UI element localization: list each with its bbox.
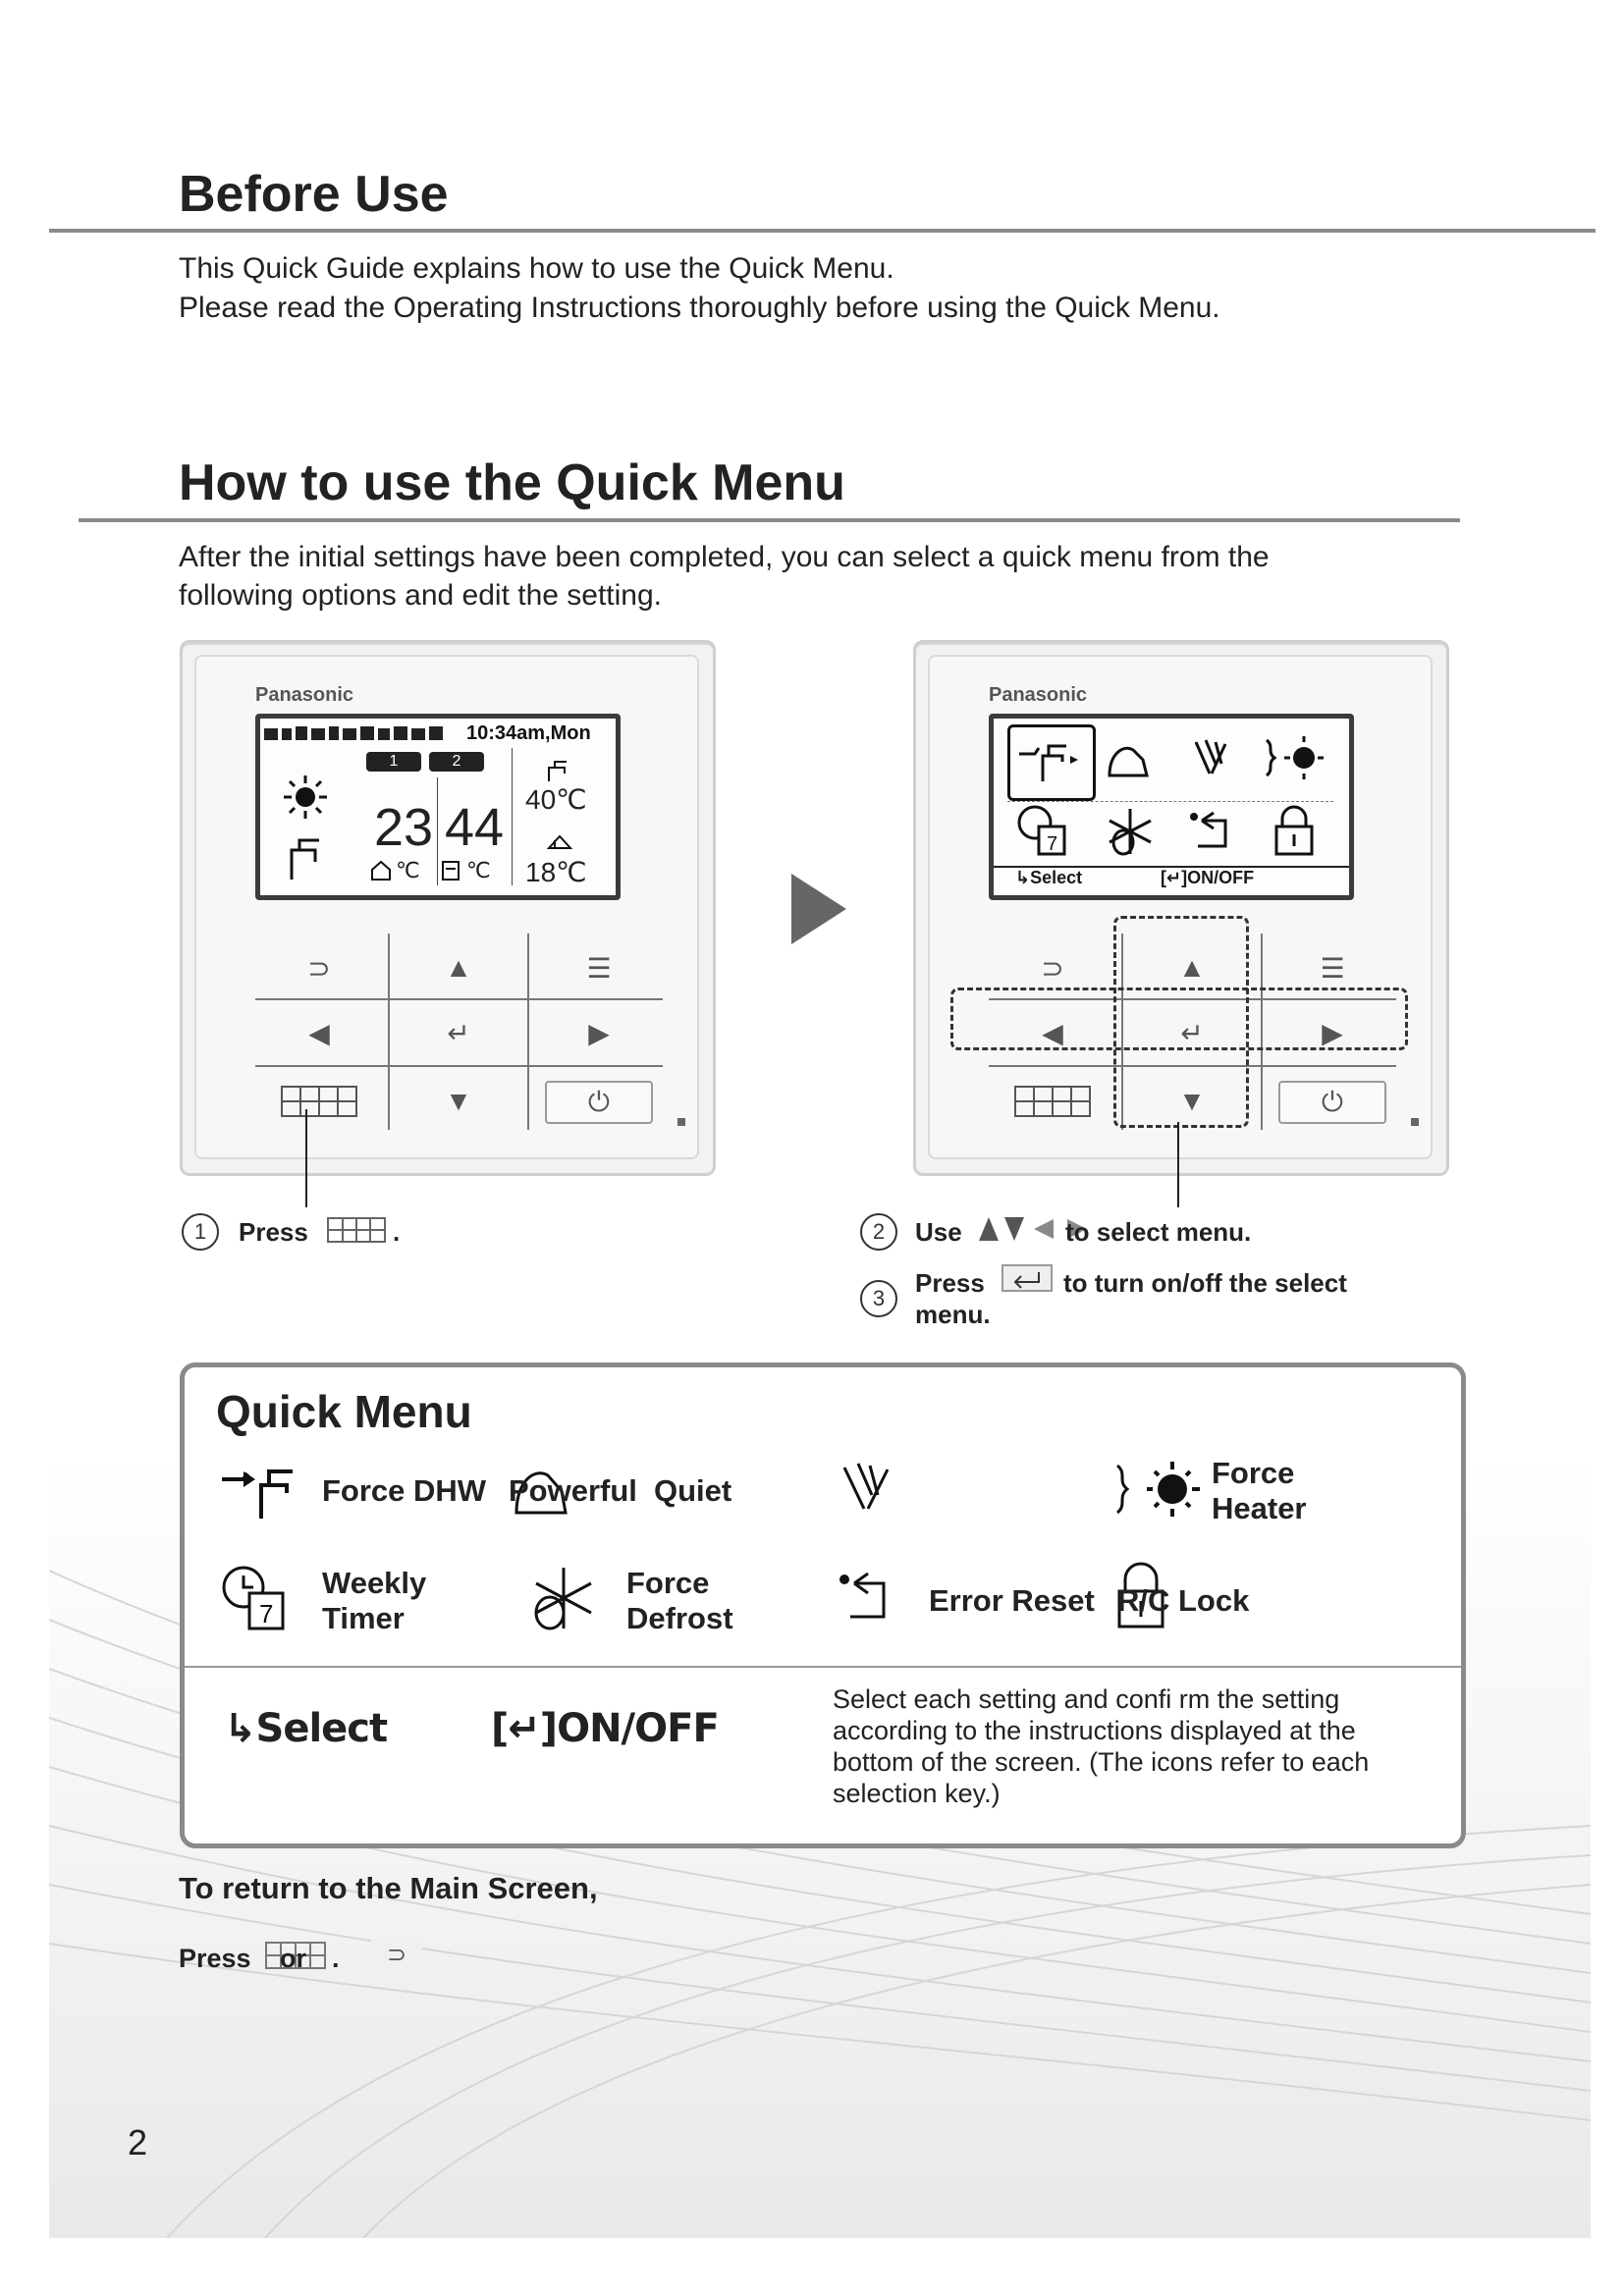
powerful-icon [1104, 734, 1153, 783]
section-title-before-use: Before Use [179, 166, 449, 223]
enter-button[interactable]: ↵ [447, 1017, 470, 1048]
quick-menu-grid-icon [281, 1086, 357, 1117]
force-dhw-icon [1015, 732, 1084, 787]
outdoor-temp: 18℃ [525, 857, 587, 887]
step-3-number: 3 [860, 1280, 897, 1317]
weekly-timer-icon [1015, 803, 1074, 858]
lock-icon [1272, 805, 1316, 858]
outdoor-house-icon [545, 827, 574, 852]
force-dhw-icon [218, 1458, 312, 1521]
step-1-number: 1 [182, 1213, 219, 1251]
zone-1-temp: 23 [374, 798, 434, 857]
lcd-onoff-hint: [↵]ON/OFF [1161, 868, 1255, 887]
step-2-number: 2 [860, 1213, 897, 1251]
up-button[interactable]: ▲ [445, 952, 472, 983]
zone-2-tab: 2 [429, 752, 484, 772]
qm-rc-lock-label: R/C Lock [1117, 1583, 1250, 1618]
tank-temp: 40℃ [525, 784, 587, 815]
menu-button[interactable]: ☰ [1320, 952, 1345, 984]
qm-error-reset-label: Error Reset [929, 1583, 1095, 1618]
right-button[interactable]: ▶ [588, 1017, 610, 1048]
tank-icon [441, 860, 460, 881]
quick-menu-grid-icon [1014, 1086, 1091, 1117]
clock: 10:34am,Mon [466, 722, 591, 744]
lcd-select-hint: ↳Select [1015, 868, 1083, 887]
step-1-end: . [393, 1217, 401, 1247]
error-reset-icon [1186, 807, 1237, 856]
qm-force-defrost-label-2: Defrost [626, 1601, 733, 1635]
step-2-end: to select menu. [1065, 1217, 1252, 1247]
how-to-line-2: following options and edit the setting. [179, 579, 662, 612]
intro-line-2: Please read the Operating Instructions thoroughly before using the Quick Menu. [179, 292, 1220, 324]
highlight-left-right [950, 988, 1408, 1050]
weekly-timer-icon [220, 1564, 295, 1632]
quick-menu-button[interactable] [1008, 1077, 1097, 1126]
force-heater-icon [1261, 732, 1329, 785]
left-button[interactable]: ◀ [1042, 1017, 1063, 1048]
intro-line-1: This Quick Guide explains how to use the Quick Menu. [179, 252, 894, 285]
brand-logo: Panasonic [989, 684, 1088, 706]
qm-select-hint: ↳Select [224, 1706, 388, 1751]
enter-key-icon [1001, 1264, 1053, 1292]
sun-icon [282, 774, 329, 821]
tap-icon [286, 828, 333, 881]
quick-menu-panel [180, 1362, 1466, 1848]
unit-celsius-1: ℃ [396, 858, 420, 882]
section-title-how-to: How to use the Quick Menu [179, 454, 845, 511]
svg-text:7: 7 [259, 1599, 274, 1629]
svg-text:7: 7 [1047, 833, 1058, 855]
quick-menu-button[interactable] [275, 1077, 363, 1126]
back-key-icon: ⊃ [371, 1940, 422, 1969]
error-reset-icon [837, 1568, 899, 1627]
return-title: To return to the Main Screen, [179, 1871, 598, 1905]
quick-menu-key-icon [327, 1217, 386, 1243]
status-icons [264, 724, 470, 746]
qm-quiet-label: Quiet [654, 1473, 732, 1508]
qm-weekly-timer-label-1: Weekly [322, 1566, 427, 1600]
zone-1-tab: 1 [366, 752, 421, 772]
power-button[interactable]: ⏻ [1278, 1081, 1386, 1124]
zone-2-temp: 44 [445, 798, 505, 857]
back-button[interactable]: ⊃ [307, 952, 331, 984]
page-number: 2 [128, 2122, 148, 2163]
down-button[interactable]: ▼ [445, 1086, 472, 1116]
menu-button[interactable]: ☰ [586, 952, 612, 984]
qm-force-dhw-label: Force DHW [322, 1473, 487, 1508]
qm-force-defrost-label-1: Force [626, 1566, 710, 1600]
force-defrost-icon [1104, 805, 1157, 858]
return-or: or [280, 1944, 306, 1973]
step-1-text: Press [239, 1217, 308, 1247]
brand-logo: Panasonic [255, 684, 354, 706]
return-end: . [332, 1944, 340, 1973]
house-icon [370, 860, 392, 881]
step-2-text: Use [915, 1217, 962, 1247]
quiet-icon [835, 1456, 897, 1519]
quick-menu-title: Quick Menu [216, 1386, 472, 1437]
down-button[interactable]: ▼ [1178, 1086, 1206, 1116]
step-3-end: to turn on/off the select [1063, 1268, 1347, 1298]
tank-tap-icon [545, 758, 574, 783]
unit-celsius-2: ℃ [466, 858, 491, 882]
quiet-icon [1186, 734, 1235, 783]
qm-description: Select each setting and confi rm the setting according to the instructions displayed at the bottom of the screen. (The icons refer to each selection key.) [833, 1684, 1370, 1808]
force-defrost-icon [526, 1564, 597, 1632]
remote-controller-home [180, 640, 716, 1176]
qm-onoff-hint: [↵]ON/OFF [491, 1706, 719, 1751]
how-to-line-1: After the initial settings have been completed, you can select a quick menu from the [179, 541, 1270, 573]
right-button[interactable]: ▶ [1322, 1017, 1343, 1048]
qm-force-heater-label-1: Force [1212, 1456, 1295, 1490]
qm-force-heater-label-2: Heater [1212, 1491, 1307, 1525]
back-button[interactable]: ⊃ [1041, 952, 1064, 984]
power-button[interactable]: ⏻ [545, 1081, 653, 1124]
return-press: Press [179, 1944, 251, 1973]
up-button[interactable]: ▲ [1178, 952, 1206, 983]
step-3-text: Press [915, 1268, 985, 1298]
left-button[interactable]: ◀ [308, 1017, 330, 1048]
qm-powerful-label: Powerful [509, 1473, 637, 1508]
force-heater-icon [1110, 1458, 1208, 1521]
divider [49, 229, 1596, 233]
lcd-quick-menu-screen [989, 714, 1354, 900]
lcd-home-screen [255, 714, 621, 900]
enter-button[interactable]: ↵ [1180, 1017, 1204, 1048]
step-3-end-2: menu. [915, 1300, 991, 1329]
divider [79, 518, 1460, 522]
qm-weekly-timer-label-2: Timer [322, 1601, 405, 1635]
arrow-right-icon [791, 874, 846, 944]
